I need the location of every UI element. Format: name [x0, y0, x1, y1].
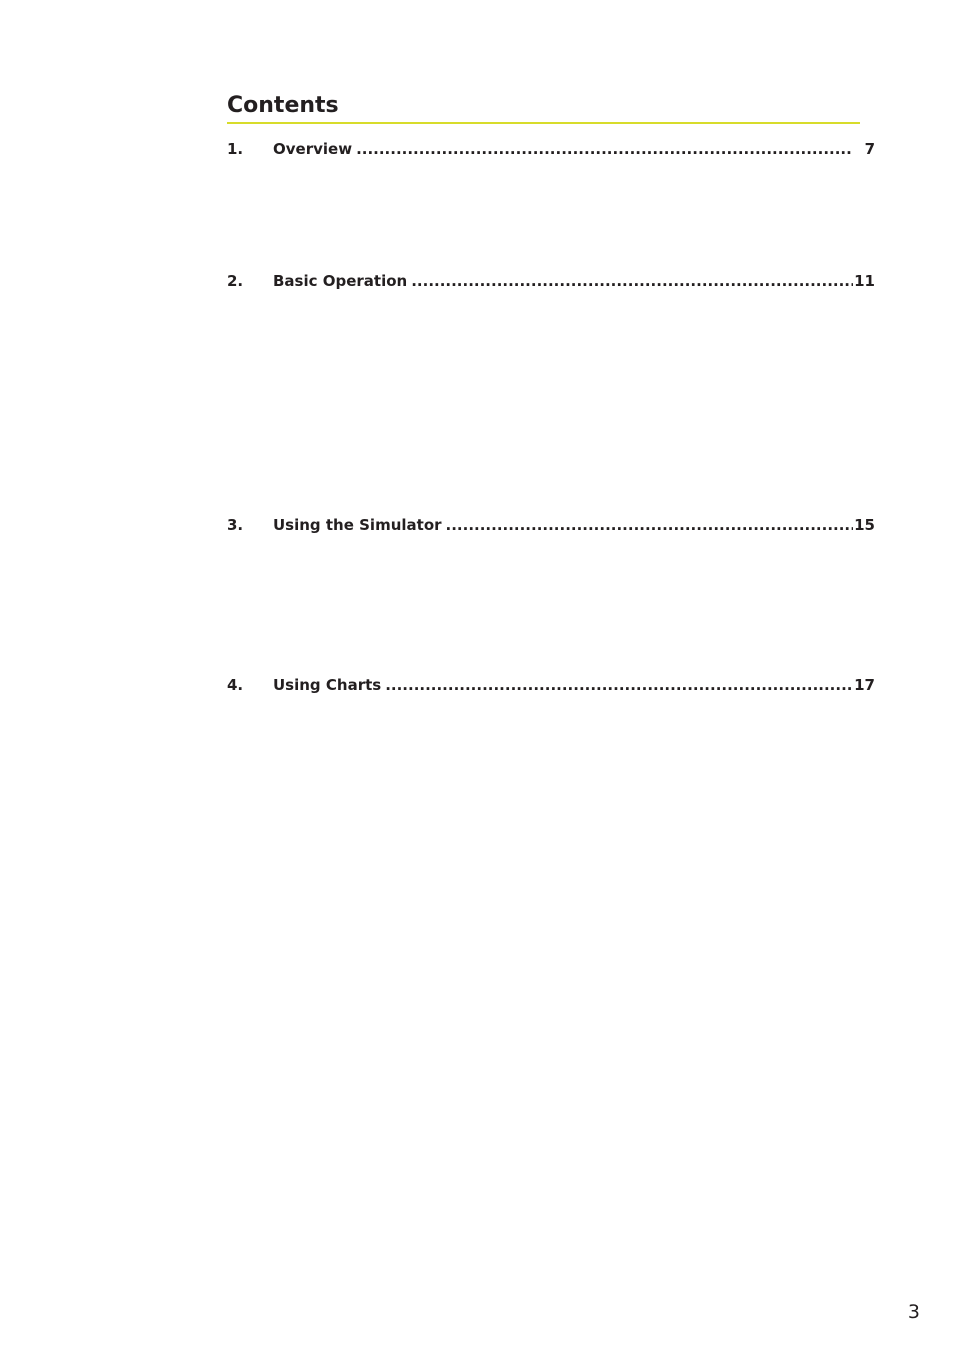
toc-entry-number: 4. — [227, 676, 244, 694]
toc-entry-label[interactable]: Basic Operation — [273, 272, 408, 290]
toc-entry-page[interactable]: 17 — [854, 676, 875, 694]
page-title: Contents — [227, 93, 339, 118]
toc-dot-leader — [407, 270, 853, 292]
toc-dot-leader — [352, 138, 853, 160]
toc-entry-label[interactable]: Using Charts — [273, 676, 382, 694]
toc-entry-page[interactable]: 15 — [854, 516, 875, 534]
toc-entry-basic-operation[interactable] — [227, 270, 875, 292]
toc-dot-leader — [442, 514, 853, 536]
toc-entry-page[interactable]: 11 — [854, 272, 875, 290]
page-number: 3 — [907, 1301, 920, 1323]
toc-entry-number: 3. — [227, 516, 244, 534]
toc-entry-using-charts[interactable] — [227, 674, 875, 696]
toc-entry-overview[interactable] — [227, 138, 875, 160]
title-underline-rule — [227, 122, 860, 124]
toc-entry-number: 1. — [227, 140, 244, 158]
toc-entry-page[interactable]: 7 — [864, 140, 875, 158]
toc-entry-using-the-simulator[interactable] — [227, 514, 875, 536]
toc-entry-label[interactable]: Using the Simulator — [273, 516, 442, 534]
toc-entry-label[interactable]: Overview — [273, 140, 353, 158]
toc-entry-number: 2. — [227, 272, 244, 290]
toc-dot-leader — [381, 674, 853, 696]
